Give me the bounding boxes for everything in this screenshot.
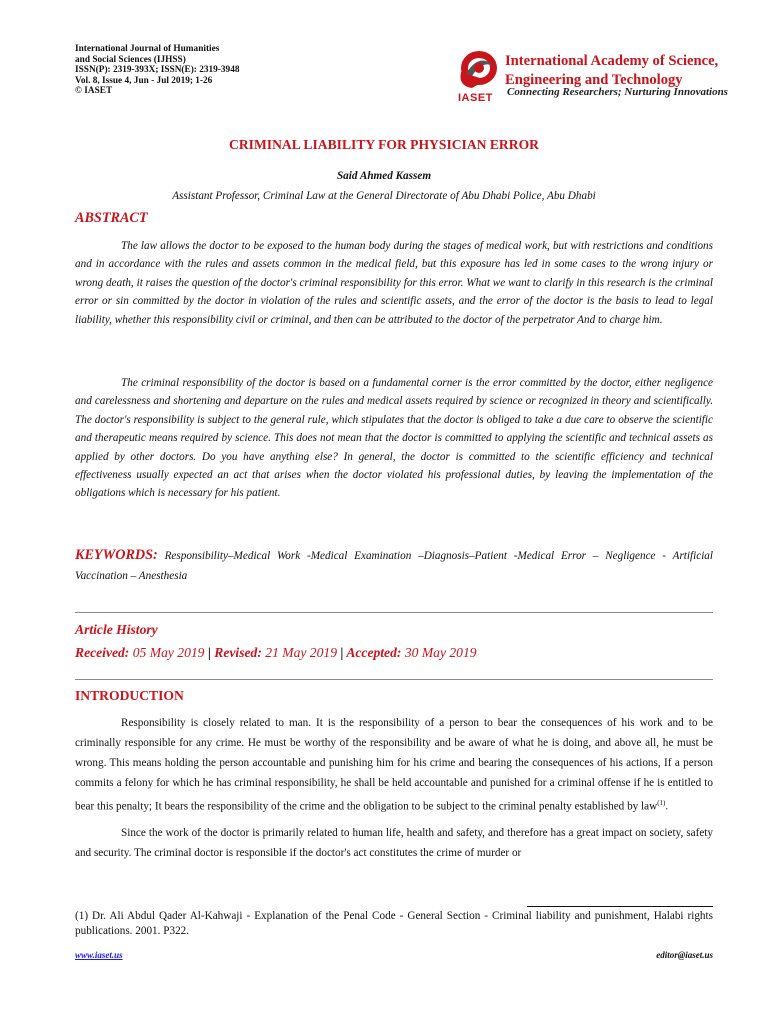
footnote: (1) Dr. Ali Abdul Qader Al-Kahwaji - Explanation of the Penal Code - General Section - Criminal liability and punishment, Halabi rights publications. 2001. P322.	[75, 910, 713, 937]
journal-copyright: © IASET	[75, 86, 113, 97]
abstract-text-2: The criminal responsibility of the doctor is based on a fundamental corner is the error committed by the doctor, either negligence and carelessness and shortening and departure on the rules and medical assets required by science or recognized in theory and scientifically. The doctor's responsibility is subject to the general rule, which stipulates that the doctor is obliged to take a due care to observe the scientific and therapeutic means required by science. This does not mean that the doctor is committed to applying the scientific and technical assets as applied by other doctors. Do you have anything else? In general, the doctor is committed to the scientific efficiency and technical effectiveness usually expected an act that arises when the doctor violated his professional duties, by leaving the implementation of the obligations which is necessary for his patient.	[75, 377, 713, 500]
author-name: Said Ahmed Kassem	[336, 170, 432, 182]
website-link[interactable]: www.iaset.us	[75, 950, 123, 960]
introduction-paragraph-2: Since the work of the doctor is primarily related to human life, health and safety, and therefore has a great impact on society, safety and security. The criminal doctor is responsible if the doctor's act constitutes the crime of murder or	[75, 827, 713, 860]
introduction-paragraph-1	[75, 713, 713, 817]
article-history-heading: Article History	[75, 622, 158, 637]
journal-issn: ISSN(P): 2319-393X; ISSN(E): 2319-3948	[75, 65, 240, 76]
journal-volume: Vol. 8, Issue 4, Jun - Jul 2019; 1-26	[75, 75, 213, 86]
accepted-date: 30 May 2019	[404, 645, 477, 660]
introduction-heading: INTRODUCTION	[75, 688, 184, 703]
publisher-tagline: Connecting Researchers; Nurturing Innovations	[507, 86, 728, 98]
received-date: 05 May 2019	[132, 645, 205, 660]
abstract-text-1: The law allows the doctor to be exposed to the human body during the stages of medical work, but with restrictions and conditions and in accordance with the rules and assets common in the medical field, but this exposure has led in some cases to the wrong injury or wrong death, it raises the question of the doctor's criminal responsibility for this error. What we want to clarify in this research is the criminal error or sin committed by the doctor in violation of the rules and scientific assets, and the error of the doctor is the basis to lead to legal liability, whether this responsibility civil or criminal, and then can be attributed to the doctor of the perpetrator And to charge him.	[75, 240, 713, 326]
received-label: Received:	[75, 645, 130, 660]
article-title: CRIMINAL LIABILITY FOR PHYSICIAN ERROR	[229, 137, 539, 152]
revised-date: 21 May 2019	[265, 645, 337, 660]
publisher-name	[505, 52, 718, 89]
introduction-body	[75, 713, 713, 869]
sentence-end: .	[665, 801, 669, 814]
accepted-label: Accepted:	[346, 645, 402, 660]
editor-email[interactable]: editor@iaset.us	[656, 950, 713, 960]
keywords-label: KEYWORDS:	[75, 547, 158, 563]
footnote-rule	[527, 906, 713, 907]
introduction-text-1: Responsibility is closely related to man. It is the responsibility of a person to bear the consequences of his work and to be criminally responsible for any crime. He must be worthy of the responsibility and be aware of what he is doing, and above all, he must be wrong. This means holding the person accountable and punishing him for his crime and bearing the consequences of his actions, If a person commits a felony for which he has criminal responsibility, he shall be held accountable and punished for a criminal offense if he is entitled to bear this penalty; It bears the responsibility of the crime and the obligation to be subject to the criminal penalty established by law	[75, 717, 713, 814]
journal-name-line2: and Social Sciences (IJHSS)	[75, 54, 186, 65]
publisher-name-line2: Engineering and Technology	[505, 71, 683, 88]
keywords	[75, 545, 713, 586]
keywords-text: Responsibility–Medical Work -Medical Examination –Diagnosis–Patient -Medical Error – Negligence - Artificial Vaccination – Anesthesia	[75, 550, 714, 582]
divider-top	[75, 612, 713, 613]
abstract-heading: ABSTRACT	[75, 210, 148, 226]
publisher-name-line1: International Academy of Science,	[505, 53, 719, 69]
article-dates	[75, 645, 477, 661]
author-affiliation: Assistant Professor, Criminal Law at the General Directorate of Abu Dhabi Police, Abu Dhabi	[172, 190, 596, 202]
divider-bottom	[75, 679, 713, 680]
journal-info	[75, 44, 240, 97]
logo-text: IASET	[458, 92, 493, 104]
footnote-reference[interactable]: (1)	[657, 799, 666, 808]
date-separator: |	[207, 645, 211, 660]
abstract-paragraph-1	[75, 237, 713, 329]
revised-label: Revised:	[214, 645, 262, 660]
journal-name-line1: International Journal of Humanities	[75, 44, 220, 54]
abstract-paragraph-2	[75, 374, 713, 503]
date-separator: |	[340, 645, 344, 660]
